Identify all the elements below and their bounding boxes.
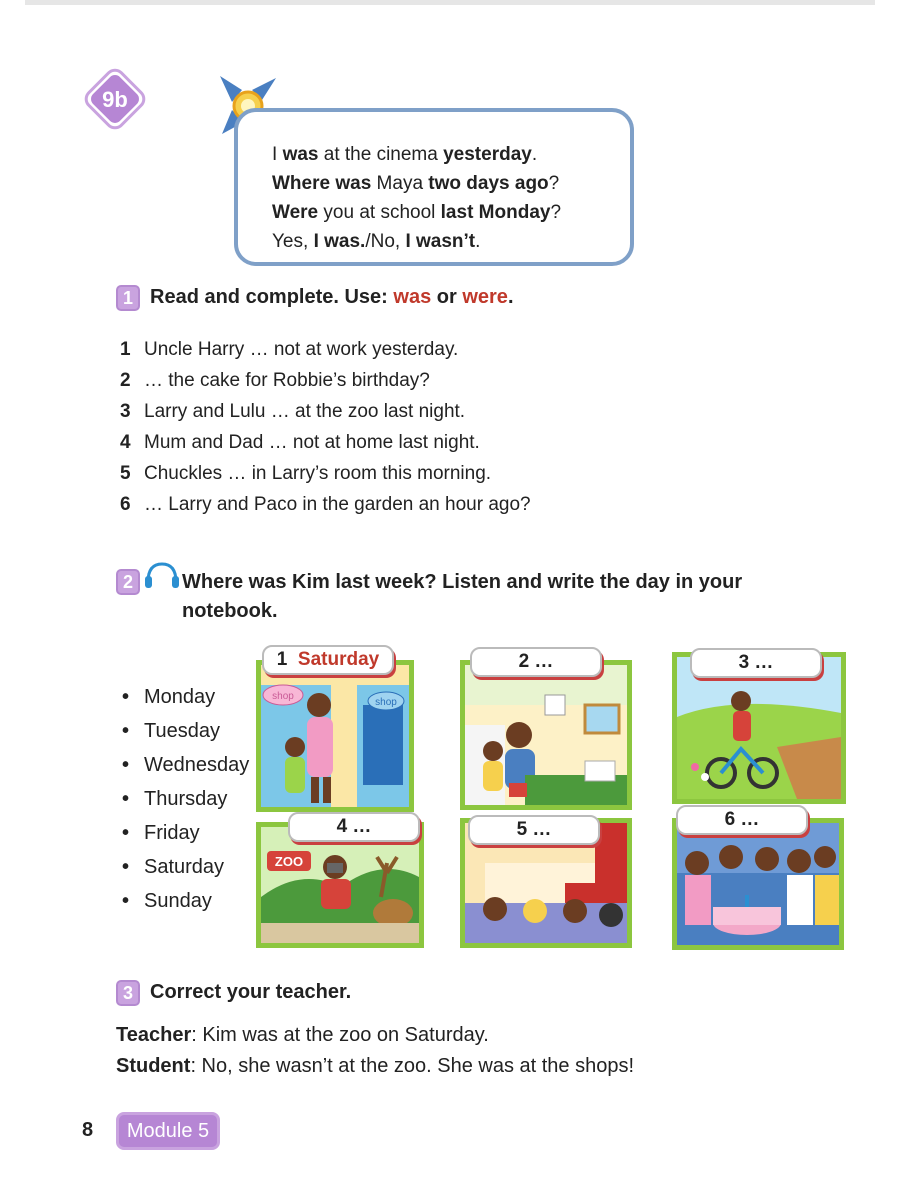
exercise-3-number: 3 <box>116 980 140 1006</box>
days-list <box>122 682 249 920</box>
list-item: 3 Larry and Lulu … at the zoo last night. <box>120 401 466 422</box>
exercise-2-number: 2 <box>116 569 140 595</box>
shop-sign-1: shop <box>272 691 294 702</box>
exercise-1-title: Read and complete. Use: was or were. <box>150 286 514 308</box>
list-item: • Monday <box>122 686 216 708</box>
party-illustration <box>677 823 839 945</box>
picture-6-label: 6 … <box>676 805 808 835</box>
picture-1-shops <box>256 660 414 812</box>
picture-5-label: 5 … <box>468 815 600 845</box>
picture-2-hospital <box>460 660 632 810</box>
dialogue-line: Teacher: Kim was at the zoo on Saturday. <box>116 1024 489 1046</box>
list-item: 6 … Larry and Paco in the garden an hour ago? <box>120 494 531 515</box>
list-item: • Wednesday <box>122 754 250 776</box>
exercise-1-list <box>120 334 531 520</box>
list-item: • Sunday <box>122 890 212 912</box>
list-item: • Tuesday <box>122 720 220 742</box>
shop-sign-2: shop <box>375 697 397 708</box>
page-number: 8 <box>82 1119 94 1141</box>
exercise-2-title: Where was Kim last week? Listen and write the day in your notebook. <box>182 571 743 622</box>
list-item: 5 Chuckles … in Larry’s room this morning. <box>120 463 492 484</box>
module-badge: Module 5 <box>116 1112 220 1150</box>
grammar-line: Where was Maya two days ago? <box>272 173 560 194</box>
lesson-badge-label: 9b <box>102 87 128 112</box>
page-top-edge <box>25 0 875 5</box>
exercise-1-number: 1 <box>116 285 140 311</box>
dialogue-line: Student: No, she wasn’t at the zoo. She was at the shops! <box>116 1055 635 1077</box>
grammar-line: I was at the cinema yesterday. <box>272 144 538 165</box>
shops-illustration <box>261 665 409 807</box>
picture-3-label: 3 … <box>690 648 822 678</box>
list-item: • Saturday <box>122 856 225 878</box>
grammar-line: Were you at school last Monday? <box>272 202 562 223</box>
grammar-line: Yes, I was./No, I wasn’t. <box>272 231 481 252</box>
picture-4-label: 4 … <box>288 812 420 842</box>
hospital-illustration <box>465 665 627 805</box>
lesson-badge <box>78 62 152 136</box>
list-item: • Thursday <box>122 788 228 810</box>
list-item: 2 … the cake for Robbie’s birthday? <box>120 370 430 391</box>
list-item: • Friday <box>122 822 200 844</box>
picture-1-label: 1 Saturday <box>262 645 394 675</box>
list-item: 1 Uncle Harry … not at work yesterday. <box>120 339 459 360</box>
list-item: 4 Mum and Dad … not at home last night. <box>120 432 480 453</box>
headphones-icon[interactable] <box>142 560 182 590</box>
picture-2-label: 2 … <box>470 647 602 677</box>
zoo-illustration <box>261 827 419 943</box>
dialogue <box>116 1020 634 1082</box>
grammar-box <box>234 108 634 266</box>
bike-illustration <box>677 657 841 799</box>
exercise-3-title: Correct your teacher. <box>150 981 352 1003</box>
picture-6-party <box>672 818 844 950</box>
zoo-sign: ZOO <box>274 854 304 869</box>
